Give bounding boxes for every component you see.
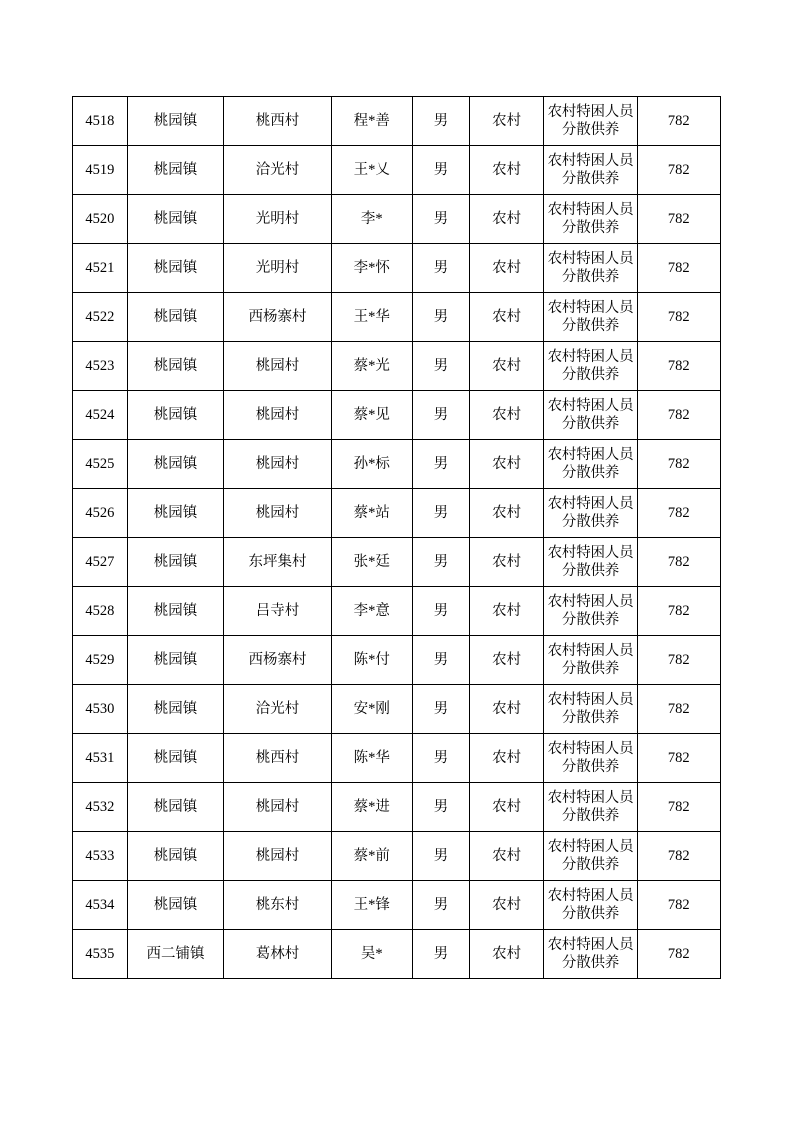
cell-gender: 男 — [412, 195, 469, 244]
cell-township: 桃园镇 — [127, 97, 223, 146]
cell-gender: 男 — [412, 930, 469, 979]
cell-assistance-category — [544, 734, 637, 783]
cell-assistance-category — [544, 97, 637, 146]
table-row — [73, 440, 721, 489]
cell-township: 桃园镇 — [127, 342, 223, 391]
assistance-recipients-table — [72, 96, 721, 979]
assistance-category-text: 农村特困人员分散供养 — [547, 299, 634, 334]
cell-assistance-category — [544, 881, 637, 930]
cell-serial-number: 4521 — [73, 244, 128, 293]
cell-person-name: 蔡*站 — [331, 489, 412, 538]
assistance-category-text: 农村特困人员分散供养 — [547, 397, 634, 432]
assistance-category-text: 农村特困人员分散供养 — [547, 103, 634, 138]
table-row — [73, 783, 721, 832]
cell-gender: 男 — [412, 538, 469, 587]
cell-gender: 男 — [412, 97, 469, 146]
cell-assistance-category — [544, 930, 637, 979]
cell-household-type: 农村 — [469, 195, 544, 244]
cell-village: 桃园村 — [224, 783, 331, 832]
cell-household-type: 农村 — [469, 440, 544, 489]
cell-household-type: 农村 — [469, 146, 544, 195]
cell-assistance-category — [544, 636, 637, 685]
table-row — [73, 244, 721, 293]
cell-serial-number: 4534 — [73, 881, 128, 930]
cell-gender: 男 — [412, 440, 469, 489]
cell-person-name: 孙*标 — [331, 440, 412, 489]
cell-township: 桃园镇 — [127, 293, 223, 342]
cell-serial-number: 4523 — [73, 342, 128, 391]
cell-assistance-category — [544, 440, 637, 489]
cell-assistance-category — [544, 293, 637, 342]
cell-township: 桃园镇 — [127, 195, 223, 244]
cell-village: 葛林村 — [224, 930, 331, 979]
cell-township: 桃园镇 — [127, 146, 223, 195]
cell-serial-number: 4522 — [73, 293, 128, 342]
cell-gender: 男 — [412, 146, 469, 195]
assistance-category-text: 农村特困人员分散供养 — [547, 495, 634, 530]
assistance-category-text: 农村特困人员分散供养 — [547, 740, 634, 775]
cell-amount: 782 — [637, 391, 720, 440]
cell-serial-number: 4535 — [73, 930, 128, 979]
cell-person-name: 王*乂 — [331, 146, 412, 195]
cell-amount: 782 — [637, 146, 720, 195]
cell-serial-number: 4519 — [73, 146, 128, 195]
cell-assistance-category — [544, 832, 637, 881]
cell-household-type: 农村 — [469, 587, 544, 636]
cell-gender: 男 — [412, 489, 469, 538]
cell-amount: 782 — [637, 587, 720, 636]
assistance-category-text: 农村特困人员分散供养 — [547, 593, 634, 628]
cell-township: 桃园镇 — [127, 783, 223, 832]
cell-person-name: 蔡*光 — [331, 342, 412, 391]
cell-township: 桃园镇 — [127, 440, 223, 489]
cell-person-name: 李*意 — [331, 587, 412, 636]
cell-gender: 男 — [412, 391, 469, 440]
cell-village: 桃西村 — [224, 734, 331, 783]
cell-village: 桃园村 — [224, 440, 331, 489]
table-row — [73, 391, 721, 440]
assistance-category-text: 农村特困人员分散供养 — [547, 201, 634, 236]
cell-assistance-category — [544, 244, 637, 293]
assistance-category-text: 农村特困人员分散供养 — [547, 152, 634, 187]
cell-village: 桃园村 — [224, 391, 331, 440]
cell-gender: 男 — [412, 881, 469, 930]
table-row — [73, 832, 721, 881]
table-row — [73, 685, 721, 734]
assistance-category-text: 农村特困人员分散供养 — [547, 838, 634, 873]
cell-household-type: 农村 — [469, 832, 544, 881]
cell-serial-number: 4529 — [73, 636, 128, 685]
cell-assistance-category — [544, 783, 637, 832]
cell-assistance-category — [544, 195, 637, 244]
cell-person-name: 张*廷 — [331, 538, 412, 587]
cell-township: 桃园镇 — [127, 685, 223, 734]
cell-person-name: 蔡*进 — [331, 783, 412, 832]
assistance-category-text: 农村特困人员分散供养 — [547, 642, 634, 677]
cell-assistance-category — [544, 489, 637, 538]
cell-township: 桃园镇 — [127, 244, 223, 293]
cell-village: 桃园村 — [224, 489, 331, 538]
cell-person-name: 李* — [331, 195, 412, 244]
cell-village: 吕寺村 — [224, 587, 331, 636]
cell-amount: 782 — [637, 342, 720, 391]
cell-amount: 782 — [637, 97, 720, 146]
cell-serial-number: 4527 — [73, 538, 128, 587]
cell-household-type: 农村 — [469, 538, 544, 587]
table-row — [73, 538, 721, 587]
cell-person-name: 陈*华 — [331, 734, 412, 783]
cell-village: 光明村 — [224, 195, 331, 244]
table-row — [73, 881, 721, 930]
table-row — [73, 293, 721, 342]
cell-amount: 782 — [637, 538, 720, 587]
table-row — [73, 146, 721, 195]
cell-person-name: 王*锋 — [331, 881, 412, 930]
cell-amount: 782 — [637, 881, 720, 930]
cell-village: 桃园村 — [224, 832, 331, 881]
table-container — [72, 96, 721, 979]
cell-township: 桃园镇 — [127, 391, 223, 440]
cell-household-type: 农村 — [469, 489, 544, 538]
cell-serial-number: 4533 — [73, 832, 128, 881]
cell-serial-number: 4531 — [73, 734, 128, 783]
cell-gender: 男 — [412, 734, 469, 783]
cell-gender: 男 — [412, 244, 469, 293]
cell-gender: 男 — [412, 587, 469, 636]
cell-amount: 782 — [637, 734, 720, 783]
cell-person-name: 吴* — [331, 930, 412, 979]
cell-person-name: 王*华 — [331, 293, 412, 342]
cell-household-type: 农村 — [469, 881, 544, 930]
cell-serial-number: 4525 — [73, 440, 128, 489]
cell-household-type: 农村 — [469, 244, 544, 293]
cell-assistance-category — [544, 685, 637, 734]
cell-amount: 782 — [637, 489, 720, 538]
cell-village: 西杨寨村 — [224, 293, 331, 342]
table-row — [73, 734, 721, 783]
cell-household-type: 农村 — [469, 930, 544, 979]
cell-assistance-category — [544, 587, 637, 636]
cell-village: 洽光村 — [224, 146, 331, 195]
table-row — [73, 636, 721, 685]
cell-amount: 782 — [637, 244, 720, 293]
assistance-category-text: 农村特困人员分散供养 — [547, 544, 634, 579]
cell-serial-number: 4524 — [73, 391, 128, 440]
cell-village: 桃园村 — [224, 342, 331, 391]
cell-township: 桃园镇 — [127, 489, 223, 538]
cell-serial-number: 4520 — [73, 195, 128, 244]
table-body — [73, 97, 721, 979]
cell-household-type: 农村 — [469, 391, 544, 440]
cell-village: 洽光村 — [224, 685, 331, 734]
cell-household-type: 农村 — [469, 293, 544, 342]
cell-village: 东坪集村 — [224, 538, 331, 587]
cell-amount: 782 — [637, 293, 720, 342]
assistance-category-text: 农村特困人员分散供养 — [547, 887, 634, 922]
cell-person-name: 安*刚 — [331, 685, 412, 734]
cell-township: 桃园镇 — [127, 587, 223, 636]
cell-gender: 男 — [412, 832, 469, 881]
cell-township: 桃园镇 — [127, 538, 223, 587]
cell-amount: 782 — [637, 195, 720, 244]
assistance-category-text: 农村特困人员分散供养 — [547, 250, 634, 285]
cell-household-type: 农村 — [469, 97, 544, 146]
cell-serial-number: 4530 — [73, 685, 128, 734]
table-row — [73, 97, 721, 146]
cell-assistance-category — [544, 538, 637, 587]
cell-gender: 男 — [412, 685, 469, 734]
cell-gender: 男 — [412, 342, 469, 391]
cell-township: 桃园镇 — [127, 832, 223, 881]
cell-person-name: 李*怀 — [331, 244, 412, 293]
cell-person-name: 蔡*前 — [331, 832, 412, 881]
table-row — [73, 195, 721, 244]
cell-amount: 782 — [637, 685, 720, 734]
assistance-category-text: 农村特困人员分散供养 — [547, 691, 634, 726]
cell-amount: 782 — [637, 440, 720, 489]
cell-person-name: 程*善 — [331, 97, 412, 146]
cell-serial-number: 4532 — [73, 783, 128, 832]
cell-township: 桃园镇 — [127, 734, 223, 783]
table-row — [73, 342, 721, 391]
cell-household-type: 农村 — [469, 734, 544, 783]
cell-person-name: 陈*付 — [331, 636, 412, 685]
cell-township: 桃园镇 — [127, 636, 223, 685]
table-row — [73, 587, 721, 636]
cell-township: 桃园镇 — [127, 881, 223, 930]
assistance-category-text: 农村特困人员分散供养 — [547, 936, 634, 971]
assistance-category-text: 农村特困人员分散供养 — [547, 789, 634, 824]
cell-household-type: 农村 — [469, 783, 544, 832]
cell-gender: 男 — [412, 783, 469, 832]
cell-household-type: 农村 — [469, 342, 544, 391]
cell-village: 西杨寨村 — [224, 636, 331, 685]
cell-household-type: 农村 — [469, 636, 544, 685]
table-row — [73, 930, 721, 979]
cell-village: 桃西村 — [224, 97, 331, 146]
cell-serial-number: 4526 — [73, 489, 128, 538]
cell-township: 西二铺镇 — [127, 930, 223, 979]
cell-amount: 782 — [637, 636, 720, 685]
cell-assistance-category — [544, 342, 637, 391]
cell-amount: 782 — [637, 930, 720, 979]
cell-village: 光明村 — [224, 244, 331, 293]
cell-assistance-category — [544, 146, 637, 195]
cell-gender: 男 — [412, 636, 469, 685]
assistance-category-text: 农村特困人员分散供养 — [547, 348, 634, 383]
cell-amount: 782 — [637, 783, 720, 832]
cell-gender: 男 — [412, 293, 469, 342]
cell-serial-number: 4518 — [73, 97, 128, 146]
cell-amount: 782 — [637, 832, 720, 881]
cell-village: 桃东村 — [224, 881, 331, 930]
cell-serial-number: 4528 — [73, 587, 128, 636]
cell-assistance-category — [544, 391, 637, 440]
assistance-category-text: 农村特困人员分散供养 — [547, 446, 634, 481]
cell-household-type: 农村 — [469, 685, 544, 734]
table-row — [73, 489, 721, 538]
cell-person-name: 蔡*见 — [331, 391, 412, 440]
